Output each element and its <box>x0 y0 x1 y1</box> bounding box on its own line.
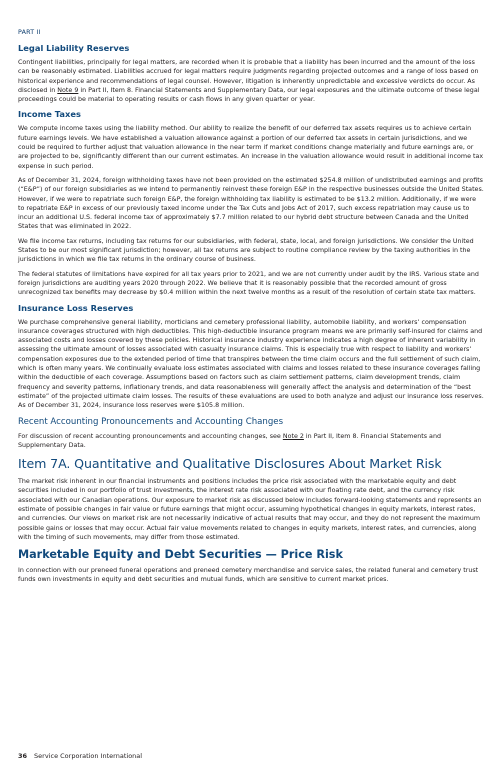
legal-liability-section <box>18 43 484 104</box>
footer-company-name: Service Corporation International <box>34 752 143 760</box>
note-2-link[interactable]: Note 2 <box>282 432 304 440</box>
item-7a-section <box>18 456 484 542</box>
legal-liability-heading: Legal Liability Reserves <box>18 43 130 53</box>
item-7a-heading: Item 7A. Quantitative and Qualitative Disclosures About Market Risk <box>18 456 442 472</box>
page-number: 36 <box>18 752 28 760</box>
recent-accounting-heading: Recent Accounting Pronouncements and Accounting Changes <box>18 416 284 427</box>
legal-liability-paragraph <box>18 58 484 104</box>
marketable-securities-heading: Marketable Equity and Debt Securities — Price Risk <box>18 548 343 562</box>
income-taxes-paragraph-4: The federal statutes of limitations have expired for all tax years prior to 2021, and we are not currently under audit by the IRS. Various state and foreign jurisdictions are auditing years 2020 through 2022. We believe that it is reasonably possible that the recorded amount of gross unrecognized tax benefits may decrease by $0.4 million within the next twelve months as a result of the resolution of certain state tax matters. <box>18 270 479 297</box>
legal-text-end: in Part II, Item 8. Financial Statements and Supplementary Data, our legal exposures and the ultimate outcome of these legal proceedings could be material to operating results or cash flows in any given quarter or year. <box>18 86 480 104</box>
recent-accounting-section <box>18 417 484 451</box>
income-taxes-heading: Income Taxes <box>18 109 81 120</box>
item-7a-paragraph: The market risk inherent in our financial instruments and positions includes the price risk associated with the marketable equity and debt securities included in our portfolio of trust investments, the interest rate risk associated with our floating rate debt, and the currency risk associated with our Canadian operations. Our exposure to market risk as discussed below includes forward-looking statements and represents an estimate of possible changes in fair value or future earnings that might occur, assuming hypothetical changes in equity markets, interest rates, and currencies. Our views on market risk are not necessarily indicative of actual results that may occur, and they do not represent the maximum possible gains or losses that may occur. Actual fair value movements related to changes in equity markets, interest rates, and currencies, along with the timing of such movements, may differ from those estimated. <box>18 478 482 541</box>
income-taxes-paragraph-2: As of December 31, 2024, foreign withholding taxes have not been provided on the estimated $254.8 million of undistributed earnings and profits (“E&P”) of our foreign subsidiaries as we intend to permanently reinvest these foreign E&P in the respective businesses outside the United States. However, if we were to repatriate such foreign E&P, the foreign withholding tax liability is estimated to be $13.2 million. Additionally, if we were to repatriate E&P in excess of our previously taxed income under the Tax Cuts and Jobs Act of 2017, such excess repatriation may cause us to incur an additional U.S. federal income tax of approximately $7.7 million related to our hybrid debt structure between Canada and the United States that was eliminated in 2022. <box>18 176 484 231</box>
part-label: PART II <box>18 29 41 36</box>
income-taxes-section <box>18 109 484 297</box>
income-taxes-paragraph-3: We file income tax returns, including tax returns for our subsidiaries, with federal, state, local, and foreign jurisdictions. We consider the United States to be our most significant jurisdiction; however, all tax returns are subject to routine compliance review by the taxing authorities in the jurisdictions in which we file tax returns in the ordinary course of business. <box>18 237 474 264</box>
income-taxes-paragraph-1: We compute income taxes using the liability method. Our ability to realize the benefit of our deferred tax assets requires us to achieve certain future earnings levels. We have established a valuation allowance against a portion of our deferred tax assets in certain jurisdictions, and we could be required to further adjust that valuation allowance in the near term if market conditions change materially and future earnings are, or are projected to be, significantly different than our current estimates. An increase in the valuation allowance would result in additional income tax expense in such period. <box>18 125 484 170</box>
note-9-link[interactable]: Note 9 <box>57 86 79 94</box>
insurance-loss-paragraph: We purchase comprehensive general liability, morticians and cemetery professional liability, automobile liability, and workers’ compensation insurance coverages structured with high deductibles. This high-deductible insurance program means we are primarily self-insured for claims and associated costs and losses covered by these policies. Historical insurance industry experience indicates a high degree of inherent variability in assessing the ultimate amount of losses associated with casualty insurance claims. This is especially true with respect to liability and workers’ compensation exposures due to the extended period of time that transpires between the time claim occurs and the full settlement of such claim, which is often many years. We continually evaluate loss estimates associated with claims and losses related to these insurance coverages falling within the deductible of each coverage. Assumptions based on factors such as claim settlement patterns, claim development trends, claim frequency and severity patterns, inflationary trends, and data reasonableness will generally affect the analysis and determination of the “best estimate” of the projected ultimate claim losses. The results of these evaluations are used to both analyze and adjust our insurance loss reserves. As of December 31, 2024, insurance loss reserves were $105.8 million. <box>18 318 484 410</box>
page-content <box>18 29 484 590</box>
marketable-securities-paragraph: In connection with our preneed funeral operations and preneed cemetery merchandise and service sales, the related funeral and cemetery trust funds own investments in equity and debt securities and mutual funds, which are sensitive to current market prices. <box>18 567 479 584</box>
insurance-loss-section <box>18 303 484 411</box>
recent-text-start: For discussion of recent accounting pronouncements and accounting changes, see <box>18 432 283 440</box>
marketable-securities-section <box>18 548 484 585</box>
insurance-loss-heading: Insurance Loss Reserves <box>18 302 134 313</box>
recent-accounting-paragraph <box>18 432 484 451</box>
legal-text-start: Contingent liabilities, principally for legal matters, are recorded when it is probable that a liability has been incurred and the amount of the loss can be reasonably estimated. Liabilities accrued for legal matters require judgments regarding projected outcomes and a range of loss based on historical experience and recommendations of legal counsel. However, litigation is inherently unpredictable and excessive verdicts do occur. As disclosed in <box>18 59 479 94</box>
recent-text-end: in Part II, Item 8. Financial Statements and Supplementary Data. <box>18 432 441 449</box>
page-footer <box>18 752 142 760</box>
